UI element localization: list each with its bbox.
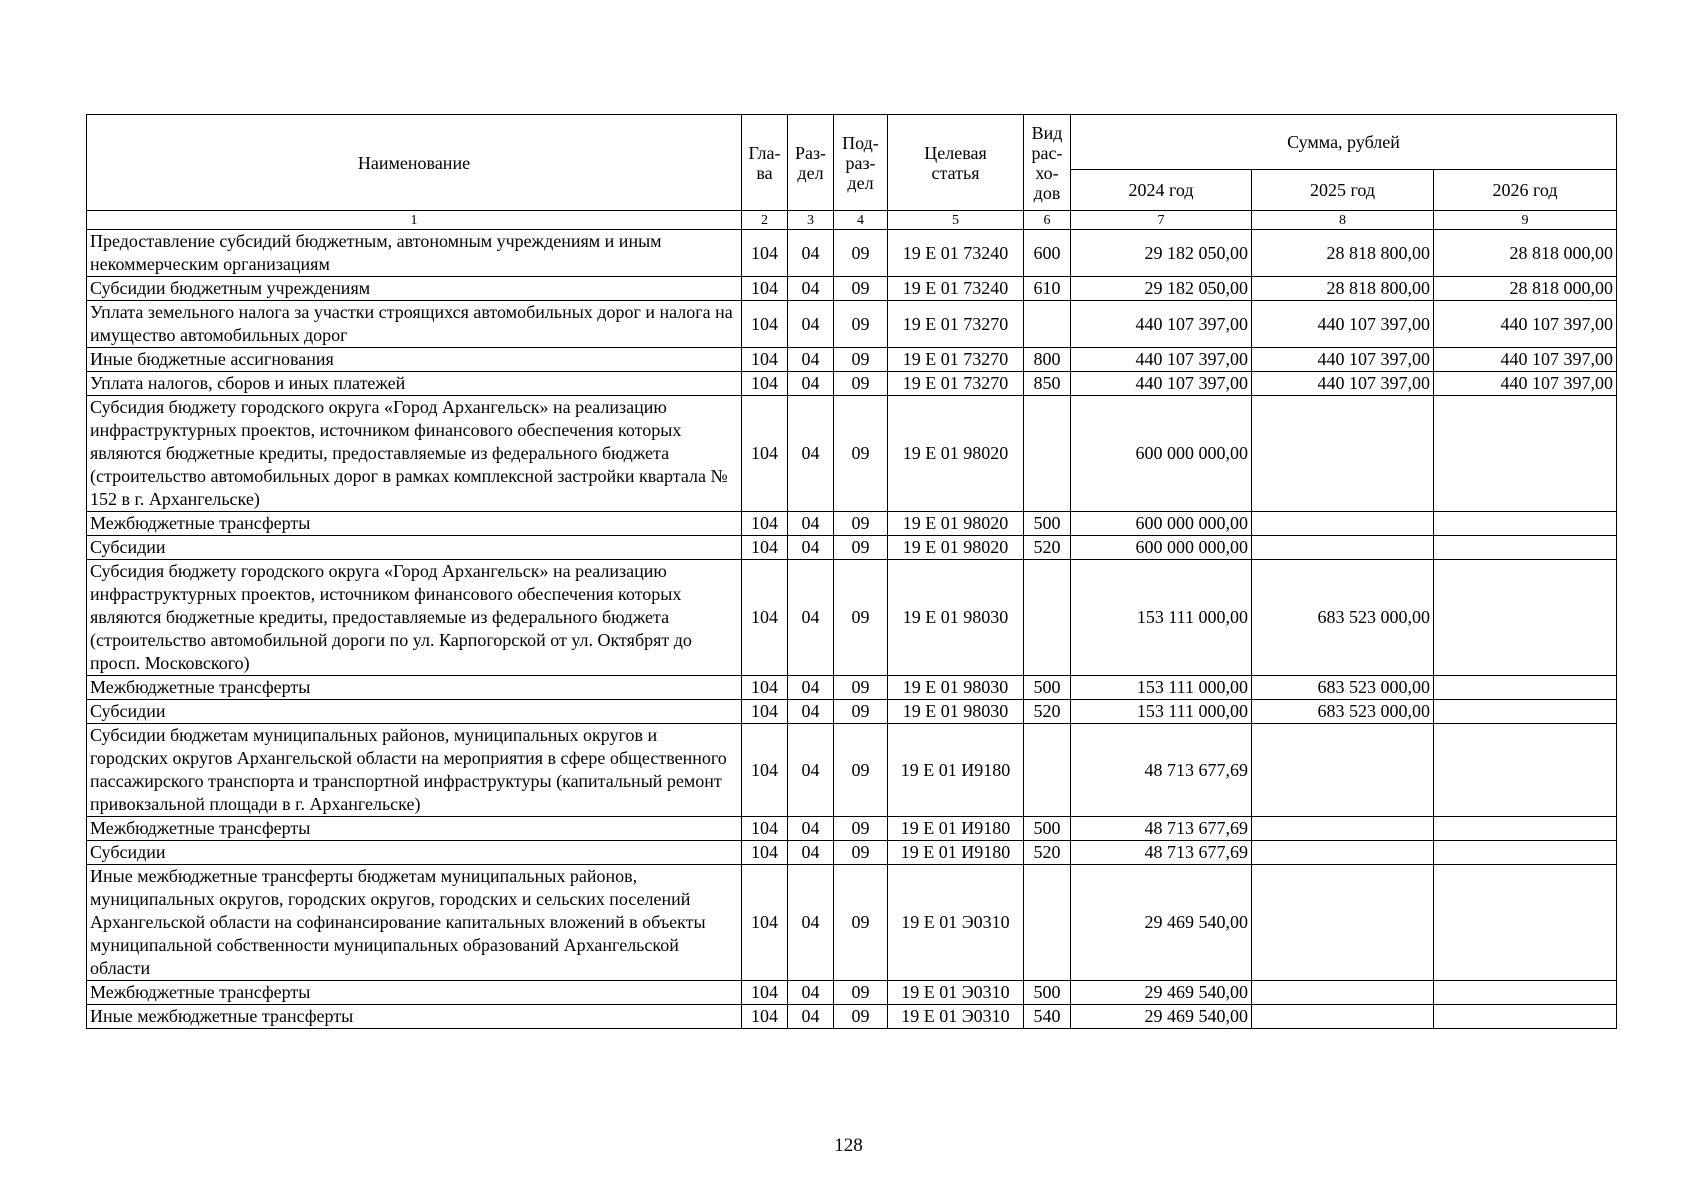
cell-amount-2024: 29 469 540,00	[1071, 981, 1252, 1005]
cell-amount-2024: 440 107 397,00	[1071, 372, 1252, 396]
column-number: 6	[1024, 211, 1071, 230]
cell-subsection: 09	[834, 676, 888, 700]
cell-amount-2025: 683 523 000,00	[1252, 560, 1434, 676]
cell-amount-2026: 28 818 000,00	[1434, 230, 1617, 277]
cell-name: Субсидии	[87, 700, 742, 724]
cell-target: 19 Е 01 73270	[888, 372, 1024, 396]
column-number: 5	[888, 211, 1024, 230]
cell-section: 04	[788, 536, 834, 560]
cell-section: 04	[788, 277, 834, 301]
cell-amount-2026	[1434, 536, 1617, 560]
cell-name: Иные межбюджетные трансферты бюджетам муниципальных районов, муниципальных округов, городских округов, городских и сельских поселений Архангельской области на софинансирование капитальных вложений в объекты муниципальной собственности муниципальных образований Архангельской области	[87, 865, 742, 981]
cell-subsection: 09	[834, 700, 888, 724]
cell-amount-2026	[1434, 841, 1617, 865]
table-row	[87, 841, 1617, 865]
cell-section: 04	[788, 396, 834, 512]
cell-name: Межбюджетные трансферты	[87, 676, 742, 700]
cell-chapter: 104	[742, 536, 788, 560]
cell-name: Иные межбюджетные трансферты	[87, 1005, 742, 1029]
cell-name: Субсидии	[87, 841, 742, 865]
cell-name: Субсидия бюджету городского округа «Город Архангельск» на реализацию инфраструктурных проектов, источником финансового обеспечения которых являются бюджетные кредиты, предоставляемые из федерального бюджета (строительство автомобильных дорог в рамках комплексной застройки квартала № 152 в г. Архангельске)	[87, 396, 742, 512]
cell-target: 19 Е 01 73270	[888, 301, 1024, 348]
column-number: 4	[834, 211, 888, 230]
cell-amount-2026	[1434, 817, 1617, 841]
cell-name: Уплата налогов, сборов и иных платежей	[87, 372, 742, 396]
cell-chapter: 104	[742, 301, 788, 348]
column-number: 7	[1071, 211, 1252, 230]
table-row	[87, 865, 1617, 981]
table-row	[87, 981, 1617, 1005]
cell-expense-type: 850	[1024, 372, 1071, 396]
cell-chapter: 104	[742, 676, 788, 700]
cell-expense-type: 500	[1024, 512, 1071, 536]
cell-amount-2025: 440 107 397,00	[1252, 372, 1434, 396]
cell-subsection: 09	[834, 1005, 888, 1029]
cell-amount-2024: 48 713 677,69	[1071, 724, 1252, 817]
cell-name: Межбюджетные трансферты	[87, 981, 742, 1005]
cell-expense-type: 540	[1024, 1005, 1071, 1029]
cell-amount-2026	[1434, 865, 1617, 981]
cell-chapter: 104	[742, 981, 788, 1005]
cell-subsection: 09	[834, 841, 888, 865]
cell-subsection: 09	[834, 981, 888, 1005]
cell-amount-2025	[1252, 396, 1434, 512]
cell-target: 19 Е 01 98020	[888, 536, 1024, 560]
table-row	[87, 817, 1617, 841]
cell-subsection: 09	[834, 536, 888, 560]
cell-amount-2025	[1252, 724, 1434, 817]
cell-chapter: 104	[742, 348, 788, 372]
cell-amount-2025	[1252, 512, 1434, 536]
cell-section: 04	[788, 724, 834, 817]
table-row	[87, 512, 1617, 536]
page-number: 128	[834, 1135, 863, 1156]
cell-amount-2024: 600 000 000,00	[1071, 396, 1252, 512]
cell-name: Предоставление субсидий бюджетным, автономным учреждениям и иным некоммерческим организациям	[87, 230, 742, 277]
cell-amount-2026	[1434, 981, 1617, 1005]
cell-expense-type: 520	[1024, 700, 1071, 724]
cell-chapter: 104	[742, 560, 788, 676]
cell-amount-2024: 440 107 397,00	[1071, 348, 1252, 372]
cell-chapter: 104	[742, 841, 788, 865]
cell-amount-2024: 29 469 540,00	[1071, 865, 1252, 981]
cell-expense-type: 500	[1024, 981, 1071, 1005]
cell-target: 19 Е 01 98030	[888, 676, 1024, 700]
cell-chapter: 104	[742, 512, 788, 536]
header-expense-type	[1024, 115, 1071, 211]
header-section	[788, 115, 834, 211]
header-year-2024: 2024 год	[1071, 170, 1252, 211]
cell-target: 19 Е 01 98030	[888, 700, 1024, 724]
cell-subsection: 09	[834, 817, 888, 841]
cell-target: 19 Е 01 И9180	[888, 724, 1024, 817]
table-row	[87, 1005, 1617, 1029]
cell-subsection: 09	[834, 724, 888, 817]
budget-table	[86, 114, 1617, 1029]
table-row	[87, 560, 1617, 676]
header-year-2025: 2025 год	[1252, 170, 1434, 211]
header-chapter-label: Гла- ва	[748, 142, 781, 183]
cell-section: 04	[788, 676, 834, 700]
cell-amount-2025	[1252, 536, 1434, 560]
table-body	[87, 230, 1617, 1029]
table-row	[87, 396, 1617, 512]
cell-subsection: 09	[834, 560, 888, 676]
cell-section: 04	[788, 512, 834, 536]
cell-section: 04	[788, 817, 834, 841]
header-expense-type-label: Вид рас- хо- дов	[1031, 122, 1063, 203]
cell-section: 04	[788, 372, 834, 396]
cell-target: 19 Е 01 Э0310	[888, 981, 1024, 1005]
cell-amount-2024: 600 000 000,00	[1071, 512, 1252, 536]
cell-expense-type	[1024, 865, 1071, 981]
cell-chapter: 104	[742, 230, 788, 277]
header-subsection	[834, 115, 888, 211]
cell-amount-2024: 48 713 677,69	[1071, 841, 1252, 865]
cell-expense-type: 500	[1024, 676, 1071, 700]
cell-amount-2026	[1434, 1005, 1617, 1029]
cell-chapter: 104	[742, 372, 788, 396]
cell-amount-2025	[1252, 981, 1434, 1005]
cell-target: 19 Е 01 И9180	[888, 841, 1024, 865]
table-row	[87, 372, 1617, 396]
cell-amount-2024: 48 713 677,69	[1071, 817, 1252, 841]
cell-name: Иные бюджетные ассигнования	[87, 348, 742, 372]
cell-amount-2024: 153 111 000,00	[1071, 560, 1252, 676]
cell-subsection: 09	[834, 396, 888, 512]
cell-subsection: 09	[834, 348, 888, 372]
cell-amount-2025: 683 523 000,00	[1252, 676, 1434, 700]
cell-section: 04	[788, 865, 834, 981]
cell-amount-2025: 440 107 397,00	[1252, 301, 1434, 348]
cell-subsection: 09	[834, 301, 888, 348]
cell-expense-type	[1024, 301, 1071, 348]
cell-amount-2026: 440 107 397,00	[1434, 301, 1617, 348]
cell-amount-2026: 440 107 397,00	[1434, 372, 1617, 396]
cell-chapter: 104	[742, 724, 788, 817]
cell-subsection: 09	[834, 512, 888, 536]
cell-amount-2024: 153 111 000,00	[1071, 700, 1252, 724]
cell-amount-2025	[1252, 1005, 1434, 1029]
cell-target: 19 Е 01 73240	[888, 230, 1024, 277]
cell-section: 04	[788, 700, 834, 724]
cell-name: Межбюджетные трансферты	[87, 512, 742, 536]
cell-amount-2025	[1252, 817, 1434, 841]
table-row	[87, 230, 1617, 277]
cell-amount-2025: 28 818 800,00	[1252, 230, 1434, 277]
cell-amount-2024: 440 107 397,00	[1071, 301, 1252, 348]
column-number: 8	[1252, 211, 1434, 230]
cell-amount-2024: 153 111 000,00	[1071, 676, 1252, 700]
cell-name: Субсидия бюджету городского округа «Город Архангельск» на реализацию инфраструктурных проектов, источником финансового обеспечения которых являются бюджетные кредиты, предоставляемые из федерального бюджета (строительство автомобильной дороги по ул. Карпогорской от ул. Октябрят до просп. Московского)	[87, 560, 742, 676]
cell-amount-2025	[1252, 865, 1434, 981]
cell-subsection: 09	[834, 372, 888, 396]
cell-amount-2026: 440 107 397,00	[1434, 348, 1617, 372]
table-row	[87, 348, 1617, 372]
cell-target: 19 Е 01 73240	[888, 277, 1024, 301]
header-target	[888, 115, 1024, 211]
cell-chapter: 104	[742, 1005, 788, 1029]
cell-target: 19 Е 01 98020	[888, 512, 1024, 536]
cell-name: Уплата земельного налога за участки строящихся автомобильных дорог и налога на имущество автомобильных дорог	[87, 301, 742, 348]
table-row	[87, 301, 1617, 348]
column-number: 9	[1434, 211, 1617, 230]
cell-expense-type: 520	[1024, 841, 1071, 865]
cell-subsection: 09	[834, 865, 888, 981]
cell-expense-type	[1024, 560, 1071, 676]
cell-amount-2024: 29 182 050,00	[1071, 277, 1252, 301]
cell-amount-2026	[1434, 676, 1617, 700]
cell-expense-type	[1024, 396, 1071, 512]
cell-amount-2026: 28 818 000,00	[1434, 277, 1617, 301]
cell-amount-2024: 29 182 050,00	[1071, 230, 1252, 277]
cell-amount-2025	[1252, 841, 1434, 865]
cell-expense-type	[1024, 724, 1071, 817]
cell-section: 04	[788, 981, 834, 1005]
header-name	[87, 115, 742, 211]
cell-amount-2026	[1434, 560, 1617, 676]
cell-chapter: 104	[742, 700, 788, 724]
cell-target: 19 Е 01 98020	[888, 396, 1024, 512]
cell-expense-type: 610	[1024, 277, 1071, 301]
cell-amount-2025: 440 107 397,00	[1252, 348, 1434, 372]
header-subsection-label: Под- раз- дел	[842, 132, 879, 193]
table-row	[87, 724, 1617, 817]
header-name-label: Наименование	[357, 152, 471, 173]
header-year-2026: 2026 год	[1434, 170, 1617, 211]
cell-chapter: 104	[742, 277, 788, 301]
cell-expense-type: 600	[1024, 230, 1071, 277]
cell-amount-2026	[1434, 396, 1617, 512]
cell-name: Субсидии бюджетам муниципальных районов, муниципальных округов и городских округов Архангельской области на мероприятия в сфере общественного пассажирского транспорта и транспортной инфраструктуры (капитальный ремонт привокзальной площади в г. Архангельске)	[87, 724, 742, 817]
cell-amount-2025: 683 523 000,00	[1252, 700, 1434, 724]
cell-chapter: 104	[742, 817, 788, 841]
cell-name: Субсидии бюджетным учреждениям	[87, 277, 742, 301]
column-number-row	[87, 211, 1617, 230]
cell-amount-2024: 29 469 540,00	[1071, 1005, 1252, 1029]
cell-section: 04	[788, 560, 834, 676]
cell-target: 19 Е 01 98030	[888, 560, 1024, 676]
cell-expense-type: 520	[1024, 536, 1071, 560]
cell-section: 04	[788, 841, 834, 865]
cell-name: Субсидии	[87, 536, 742, 560]
cell-section: 04	[788, 348, 834, 372]
cell-amount-2025: 28 818 800,00	[1252, 277, 1434, 301]
table-row	[87, 700, 1617, 724]
header-sum-title: Сумма, рублей	[1071, 115, 1617, 170]
cell-amount-2026	[1434, 724, 1617, 817]
header-target-label: Целевая статья	[924, 142, 987, 183]
table-row	[87, 277, 1617, 301]
column-number: 3	[788, 211, 834, 230]
cell-name: Межбюджетные трансферты	[87, 817, 742, 841]
cell-subsection: 09	[834, 230, 888, 277]
table-row	[87, 676, 1617, 700]
cell-expense-type: 500	[1024, 817, 1071, 841]
cell-expense-type: 800	[1024, 348, 1071, 372]
cell-amount-2026	[1434, 512, 1617, 536]
cell-amount-2024: 600 000 000,00	[1071, 536, 1252, 560]
cell-target: 19 Е 01 Э0310	[888, 865, 1024, 981]
cell-target: 19 Е 01 И9180	[888, 817, 1024, 841]
cell-chapter: 104	[742, 865, 788, 981]
cell-amount-2026	[1434, 700, 1617, 724]
cell-section: 04	[788, 301, 834, 348]
header-chapter	[742, 115, 788, 211]
cell-target: 19 Е 01 Э0310	[888, 1005, 1024, 1029]
column-number: 1	[87, 211, 742, 230]
cell-chapter: 104	[742, 396, 788, 512]
cell-section: 04	[788, 1005, 834, 1029]
cell-subsection: 09	[834, 277, 888, 301]
table-row	[87, 536, 1617, 560]
cell-target: 19 Е 01 73270	[888, 348, 1024, 372]
header-section-label: Раз- дел	[794, 142, 827, 183]
cell-section: 04	[788, 230, 834, 277]
column-number: 2	[742, 211, 788, 230]
